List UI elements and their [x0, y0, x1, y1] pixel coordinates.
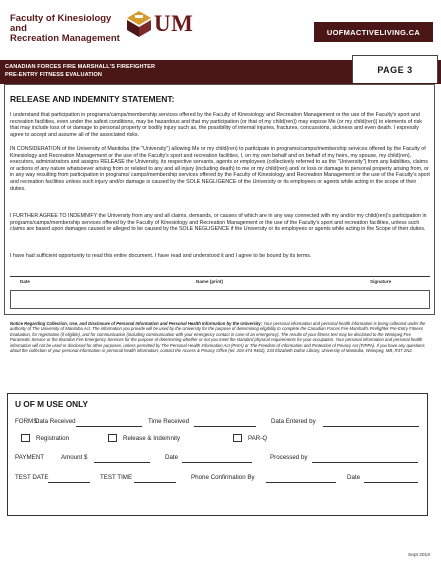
phone-confirmation-field[interactable] [266, 482, 336, 483]
test-confirm-date-field[interactable] [364, 482, 418, 483]
test-date-label: TEST DATE [15, 474, 49, 481]
sig-label-signature: Signature [370, 279, 392, 284]
registration-label: Registration [36, 435, 70, 442]
forms-label: FORMS: [15, 418, 40, 425]
notice-body: Your personal information and personal health information is being collected under the authority of The University of Manitoba Act. The information you provide will be used by the University for the purpose of determining eligibility to complete the Canadian Forces Fire Marshall's Firefighter Pre-Entry Fitness Evaluation, for registration (if eligible), and for communication (including communication with your emergency contact in case of an emergency). The results of your fitness test may be disclosed to the Winnipeg Fire Paramedic Service or the Brandon Fire Emergency Services for the purpose of determining whether or not you meet the standard physical requirements for your occupation. Your personal information and personal health information will not be used or disclosed for other purposes, unless permitted by The Personal Health Information Act (PHIA) or The Freedom of Information and Protection of Privacy Act (FIPPA). If you have any questions about the collection of your personal information or personal health information, contact the Access & Privacy Office (tel. 204-474-9462), 233 Elizabeth Dafoe Library, University of Manitoba, Winnipeg, MB, R3T 2N2. [10, 321, 426, 354]
section-title: RELEASE AND INDEMNITY STATEMENT: [10, 94, 175, 104]
um-crest-icon [126, 10, 152, 38]
um-logo-text: UM [154, 11, 194, 36]
release-indemnity-label: Release & Indemnity [123, 435, 181, 442]
processed-by-label: Processed by [270, 454, 308, 461]
signature-input-box[interactable] [10, 290, 430, 309]
date-received-field[interactable] [76, 426, 142, 427]
signature-line [10, 276, 430, 277]
time-received-field[interactable] [194, 426, 256, 427]
notice-heading: Notice Regarding Collection, Use, and Disclosure of Personal Information and Personal Health Information by the University: [10, 321, 263, 326]
website-link[interactable]: UOFMACTIVELIVING.CA [314, 22, 433, 42]
test-time-label: TEST TIME [100, 474, 133, 481]
paragraph-acknowledge: I have had sufficient opportunity to read this entire document. I have read and understood it and I agree to be bound by its terms. [10, 253, 312, 259]
paragraph-consideration: IN CONSIDERATION of the University of Manitoba (the "University") allowing Me or my child(ren) to participate in programs/camps/membership services offered by the Faculty of Kinesiology and Recreation Management or the use of the Faculty's sport and recreation facilities, I, on my own behalf and on behalf of my heirs, my spouse, my child(ren), executors, administrators and assigns RELEASE the University, its respective servants, agents or employees (collectively referred to as the "University") from any liabilities, claims or actions of any nature whatsoever arising from or related to any and all injury (including death) to me or my child(ren) and/ or loss or damage to personal property arising from, or in any way resulting from participation in programs/ camps/membership services offered by the Faculty of Kinesiology and Recreation Management or the use of the Faculty's sport and recreation facilities unless such injury and/or damage is caused by the SOLE NEGLIGENCE of the University or its employees or agents while acting in the scope of their duties. [10, 146, 430, 192]
amount-label: Amount $ [61, 454, 88, 461]
office-use-title: U OF M USE ONLY [15, 399, 88, 409]
time-received-label: Time Received [148, 418, 190, 425]
phone-confirmation-label: Phone Confirmation By [191, 474, 255, 481]
date-entered-by-label: Data Entered by [271, 418, 316, 425]
payment-date-field[interactable] [182, 462, 252, 463]
paragraph-risk: I understand that participation in programs/camps/membership services offered by the Faculty of Kinesiology and Recreation Management or the use of the Faculty's sport and recreation facilities, even under the safest conditions, may be hazardous and that my participation (or that of my child(ren)) may expose Me (or my child(ren)) to elements of risk that may include loss of or damage to personal property or bodily injury such as, the possibility of internal injuries, fractures, concussions, sickness and even death. I expressly agree to accept and assume all of the associated risks. [10, 112, 422, 138]
sig-label-date: Date [20, 279, 30, 284]
paragraph-indemnify: I FURTHER AGREE TO INDEMNIFY the University from any and all claims, demands, or causes of which are in any way connected with my and/or my child(ren)'s participation in programs/camps/membership services offered by the Faculty of Kinesiology and Recreation Management or the use of the Faculty's sport and recreation facilities, unless such claims are based upon damages caused or alleged to be caused by the SOLE NEGLIGENCE if the University or its employees or agents while acting in the Scope of their duties. [10, 213, 427, 233]
banner-title: CANADIAN FORCES FIRE MARSHALL'S FIREFIGHTER [5, 64, 156, 70]
revision-date: Sept 2019 [408, 553, 430, 558]
faculty-name: Faculty of Kinesiology and Recreation Management [10, 13, 120, 44]
page-number: PAGE 3 [352, 55, 438, 83]
registration-checkbox[interactable] [21, 434, 30, 442]
privacy-notice [10, 321, 432, 354]
processed-by-field[interactable] [312, 462, 418, 463]
payment-label: PAYMENT [15, 454, 44, 461]
release-indemnity-checkbox[interactable] [108, 434, 117, 442]
banner-subtitle: PRE-ENTRY FITNESS EVALUATION [5, 72, 103, 78]
test-confirm-date-label: Date [347, 474, 361, 481]
date-received-label: Data Received [35, 418, 76, 425]
sig-label-name: Name (print) [196, 279, 224, 284]
date-entered-by-field[interactable] [323, 426, 419, 427]
parq-checkbox[interactable] [233, 434, 242, 442]
amount-field[interactable] [94, 462, 150, 463]
payment-date-label: Date [165, 454, 179, 461]
parq-label: PAR-Q [248, 435, 268, 442]
test-time-field[interactable] [134, 482, 176, 483]
test-date-field[interactable] [48, 482, 90, 483]
page-header [0, 0, 441, 58]
